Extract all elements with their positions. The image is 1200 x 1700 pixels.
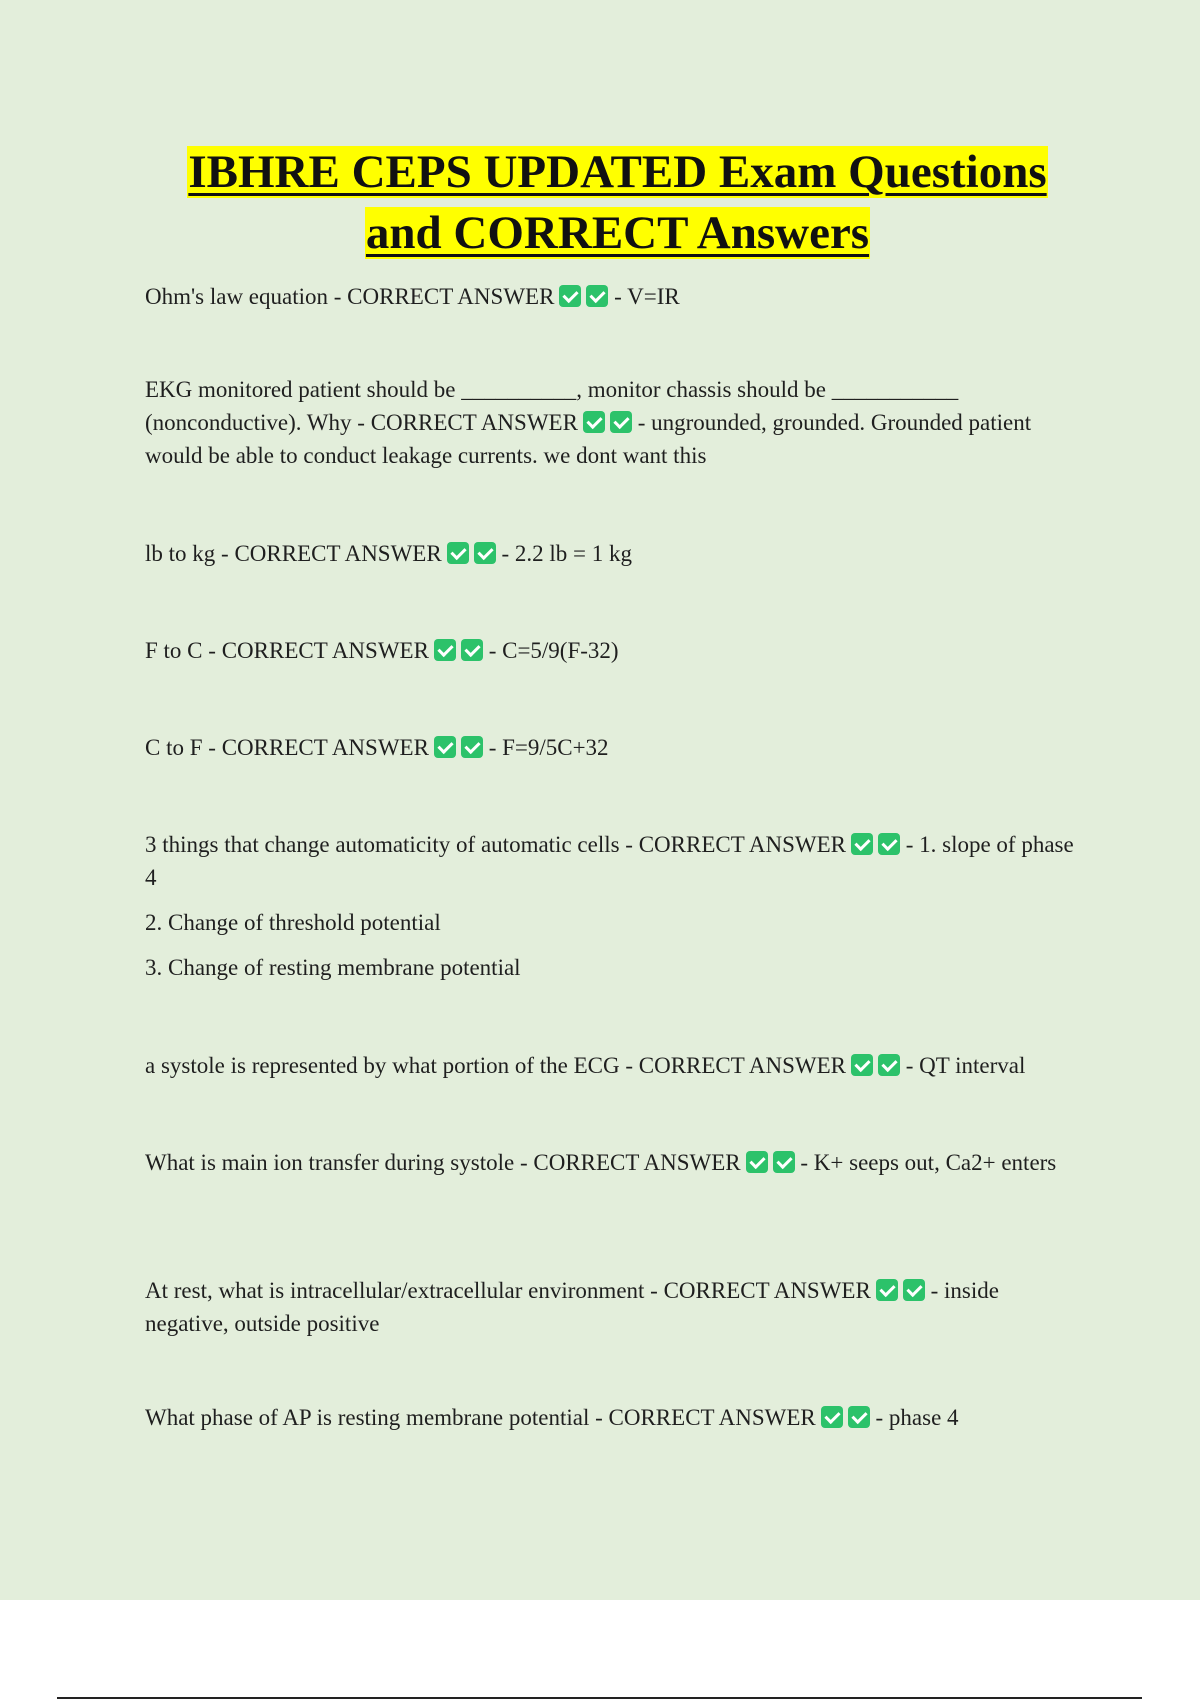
question-text: At rest, what is intracellular/extracellular environment -	[145, 1278, 664, 1303]
check-mark-icon	[583, 411, 605, 433]
check-mark-icon	[848, 1406, 870, 1428]
correct-answer-marker: CORRECT ANSWER	[638, 832, 846, 857]
check-mark-icon	[773, 1151, 795, 1173]
check-mark-icon	[851, 833, 873, 855]
question-text: a systole is represented by what portion of the ECG -	[145, 1053, 639, 1078]
qa-item	[145, 634, 1085, 667]
qa-line	[145, 731, 1085, 764]
qa-item	[145, 1401, 1085, 1434]
qa-line	[145, 280, 1085, 313]
answer-text: - phase 4	[869, 1405, 959, 1430]
answer-text: - inside negative, outside positive	[145, 1278, 999, 1336]
qa-line	[145, 828, 1085, 894]
answer-text: - ungrounded, grounded. Grounded patient would be able to conduct leakage currents. we dont want this	[145, 410, 1032, 468]
check-mark-icon	[461, 736, 483, 758]
qa-line	[145, 634, 1085, 667]
question-text: Ohm's law equation -	[145, 284, 348, 309]
check-mark-icon	[434, 736, 456, 758]
check-mark-icon	[878, 1054, 900, 1076]
correct-answer-marker: CORRECT ANSWER	[221, 735, 429, 760]
check-mark-icon	[447, 542, 469, 564]
question-text: C to F -	[145, 735, 222, 760]
qa-line	[145, 1401, 1085, 1434]
answer-text: - K+ seeps out, Ca2+ enters	[794, 1150, 1057, 1175]
check-mark-icon	[878, 833, 900, 855]
correct-answer-marker: CORRECT ANSWER	[663, 1278, 871, 1303]
check-mark-icon	[746, 1151, 768, 1173]
check-mark-icon	[903, 1279, 925, 1301]
question-text: EKG monitored patient should be __________, monitor chassis should be ___________ (nonconductive). Why -	[145, 377, 959, 435]
title-line-1: IBHRE CEPS UPDATED Exam Questions	[188, 146, 1047, 198]
check-mark-icon	[876, 1279, 898, 1301]
answer-list-item: 3. Change of resting membrane potential	[145, 955, 521, 980]
answer-text: - 2.2 lb = 1 kg	[495, 541, 632, 566]
question-text: What is main ion transfer during systole -	[145, 1150, 534, 1175]
qa-line	[145, 537, 1085, 570]
question-text: What phase of AP is resting membrane potential -	[145, 1405, 609, 1430]
qa-line	[145, 1146, 1085, 1179]
footer-rule	[57, 1697, 1142, 1699]
document-title	[0, 142, 1200, 264]
qa-line	[145, 1049, 1085, 1082]
correct-answer-marker: CORRECT ANSWER	[533, 1150, 741, 1175]
check-mark-icon	[586, 285, 608, 307]
correct-answer-marker: CORRECT ANSWER	[370, 410, 578, 435]
qa-line	[145, 1274, 1085, 1340]
qa-item	[145, 373, 1085, 472]
qa-line	[145, 373, 1085, 472]
answer-text: - 1. slope of phase 4	[145, 832, 1074, 890]
correct-answer-marker: CORRECT ANSWER	[347, 284, 555, 309]
title-line-2: and CORRECT Answers	[365, 207, 870, 259]
check-mark-icon	[474, 542, 496, 564]
qa-item	[145, 731, 1085, 764]
correct-answer-marker: CORRECT ANSWER	[221, 638, 429, 663]
qa-item	[145, 828, 1085, 984]
qa-item	[145, 537, 1085, 570]
check-mark-icon	[610, 411, 632, 433]
correct-answer-marker: CORRECT ANSWER	[608, 1405, 816, 1430]
qa-item	[145, 1146, 1085, 1179]
check-mark-icon	[434, 639, 456, 661]
qa-item	[145, 280, 1085, 313]
question-text: F to C -	[145, 638, 222, 663]
question-text: lb to kg -	[145, 541, 235, 566]
answer-text: - C=5/9(F-32)	[482, 638, 619, 663]
check-mark-icon	[851, 1054, 873, 1076]
qa-item	[145, 1274, 1085, 1340]
answer-list-item: 2. Change of threshold potential	[145, 910, 441, 935]
answer-text: - V=IR	[608, 284, 680, 309]
check-mark-icon	[461, 639, 483, 661]
check-mark-icon	[559, 285, 581, 307]
answer-text: - F=9/5C+32	[482, 735, 609, 760]
check-mark-icon	[821, 1406, 843, 1428]
correct-answer-marker: CORRECT ANSWER	[234, 541, 442, 566]
question-text: 3 things that change automaticity of automatic cells -	[145, 832, 639, 857]
correct-answer-marker: CORRECT ANSWER	[638, 1053, 846, 1078]
answer-text: - QT interval	[900, 1053, 1026, 1078]
qa-item	[145, 1049, 1085, 1082]
